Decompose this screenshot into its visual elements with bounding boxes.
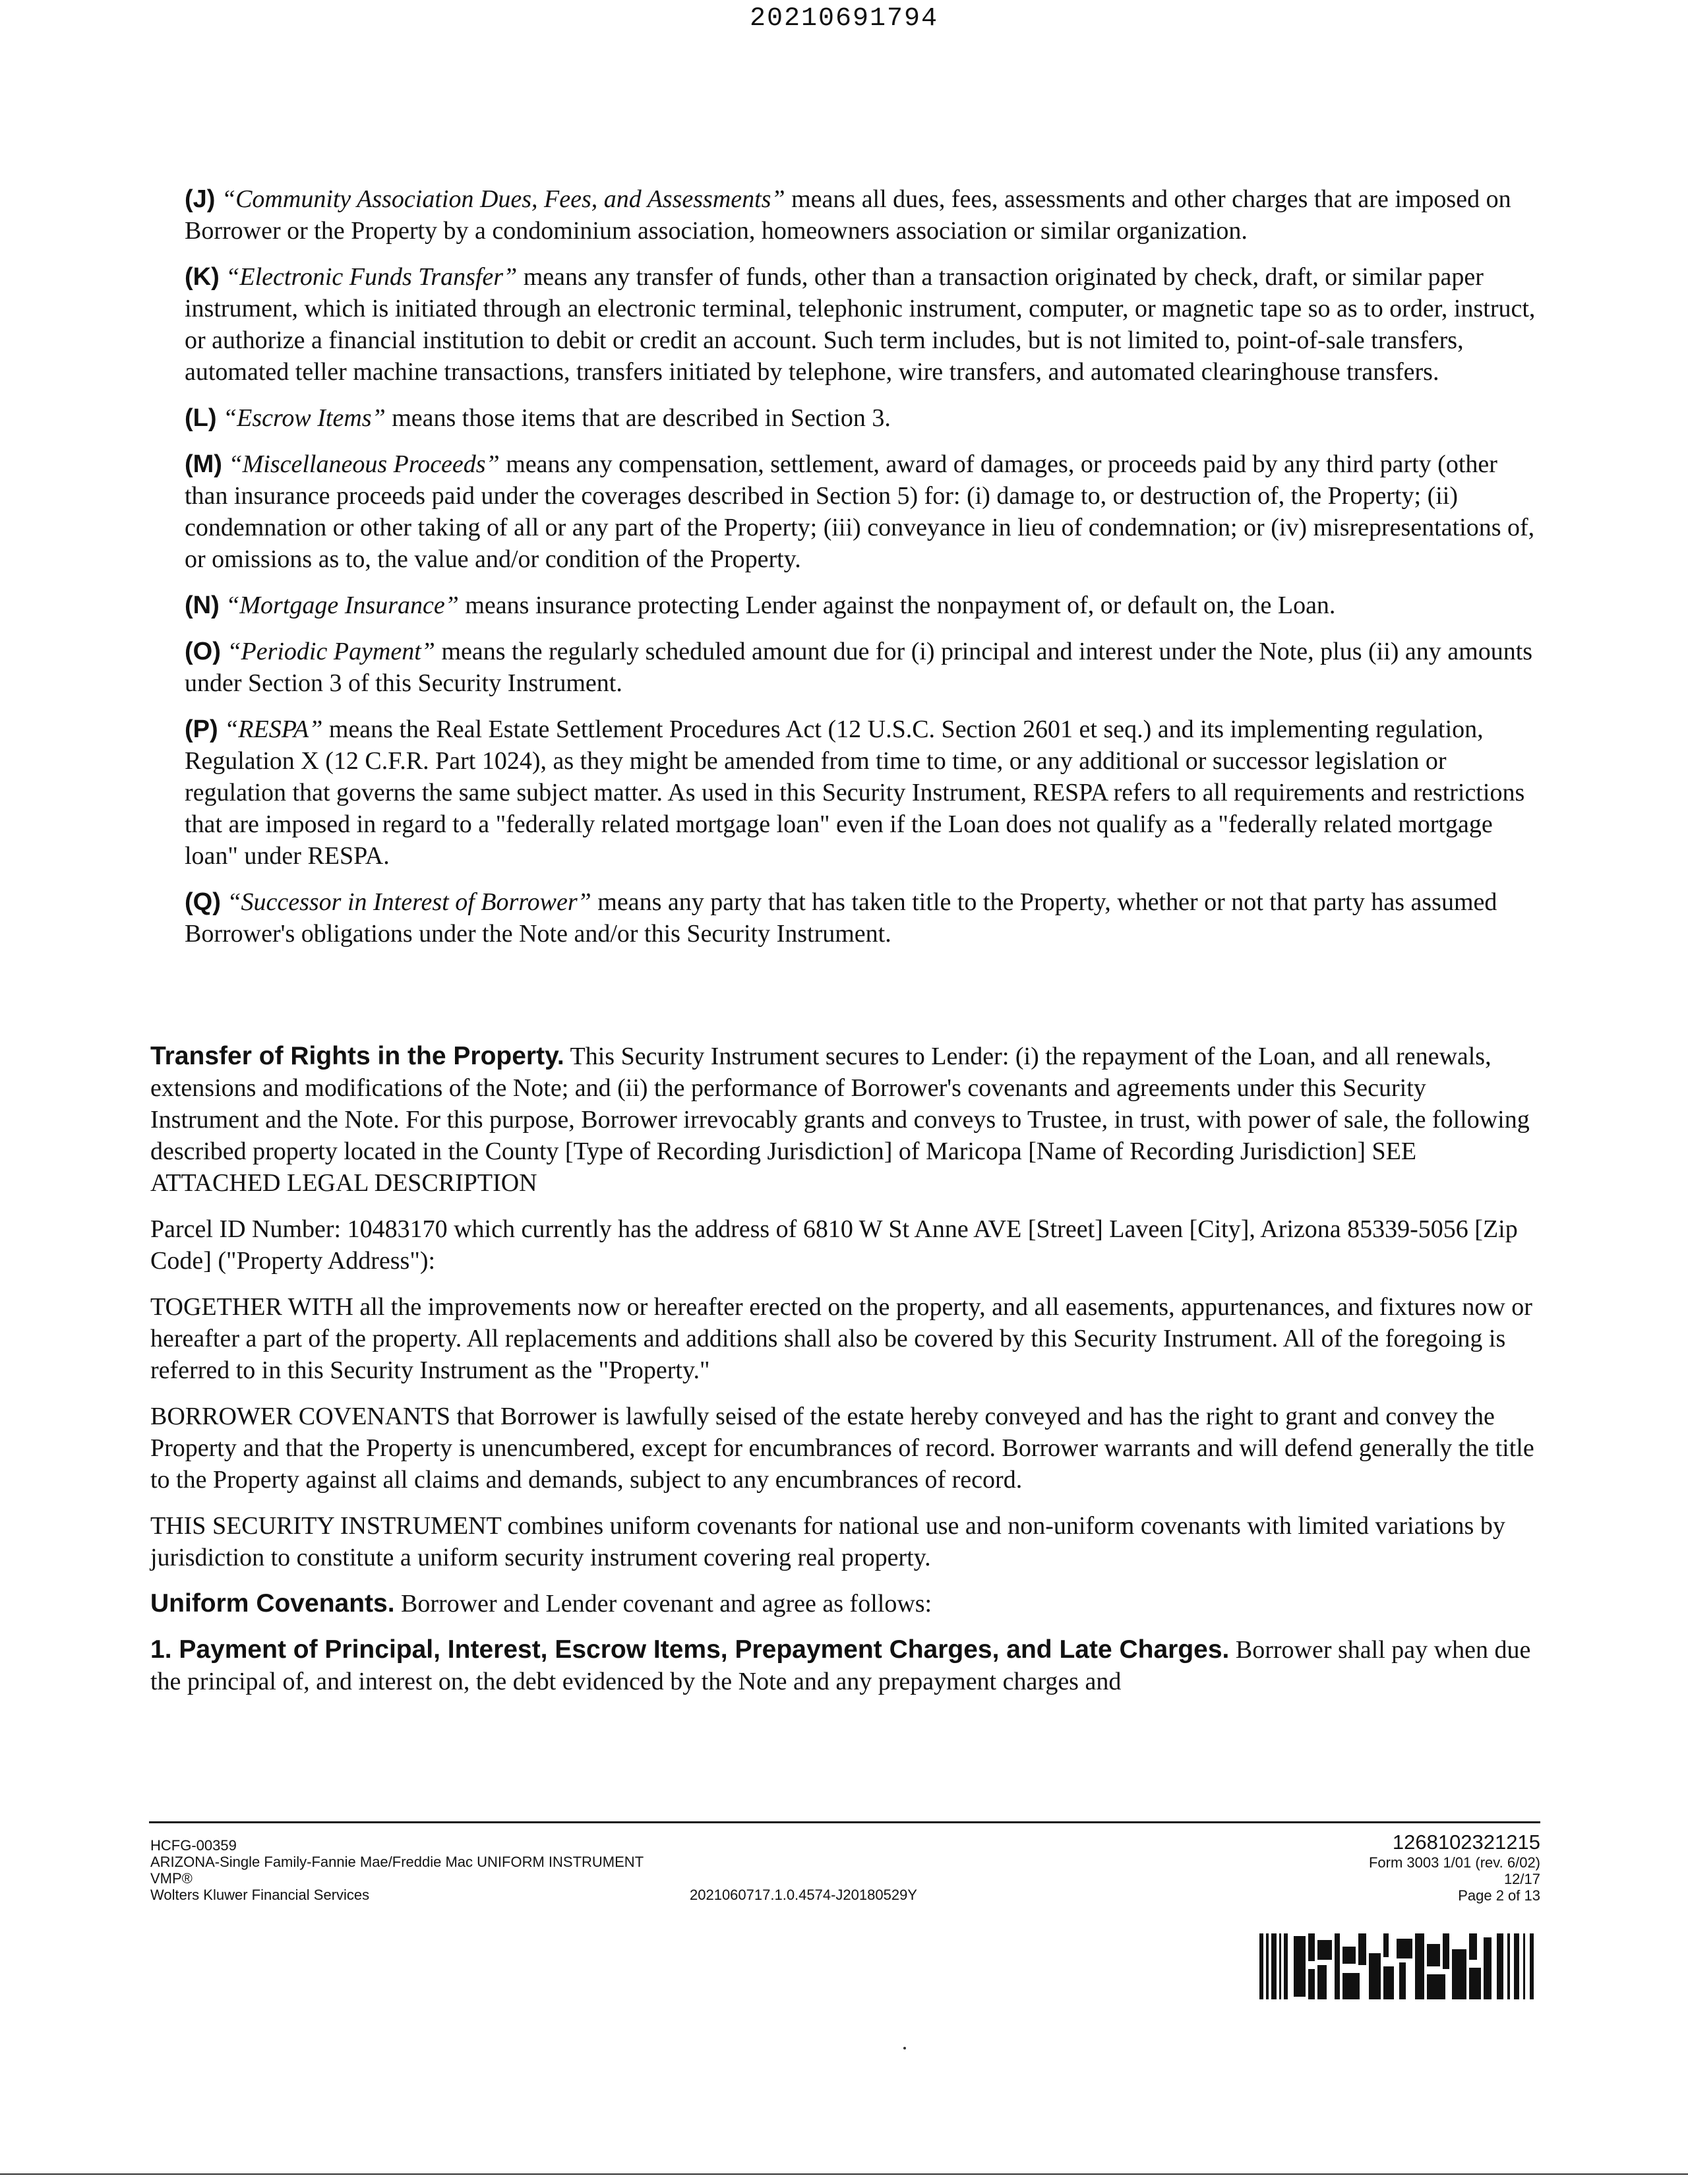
form-date: 12/17 bbox=[1503, 1871, 1540, 1887]
definition-text: means any party that has taken title to the Property, whether or not that party has assumed Borrower's obligations under the Note and/or this Security Instrument. bbox=[185, 888, 1497, 948]
definitions-list bbox=[185, 183, 1536, 964]
document-number: 20210691794 bbox=[749, 4, 939, 34]
section-1-paragraph bbox=[150, 1634, 1535, 1697]
footer-left bbox=[150, 1837, 644, 1903]
uniform-covenants-paragraph bbox=[150, 1588, 1535, 1620]
definition-term: “Successor in Interest of Borrower” bbox=[227, 888, 591, 916]
speck-mark bbox=[903, 2047, 906, 2049]
definition-text: means the regularly scheduled amount due for (i) principal and interest under the Note, plus (ii) any amounts under Section 3 of this Security Instrument. bbox=[185, 638, 1533, 697]
definition-j bbox=[185, 183, 1536, 247]
transfer-text: This Security Instrument secures to Lender: (i) the repayment of the Loan, and all renewals, extensions and modifications of the Note; and (ii) the performance of Borrower's covenants and agreements under this Security Instrument and the Note. For this purpose, Borrower irrevocably grants and conveys to Trustee, in trust, with power of sale, the following described property located in the County [Type of Recording Jurisdiction] of Maricopa [Name of Recording Jurisdiction] SEE ATTACHED LEGAL DESCRIPTION bbox=[150, 1043, 1530, 1197]
definition-k bbox=[185, 261, 1536, 388]
footer-center-code: 2021060717.1.0.4574-J20180529Y bbox=[690, 1887, 917, 1903]
definition-o bbox=[185, 636, 1536, 699]
parcel-paragraph: Parcel ID Number: 10483170 which currently has the address of 6810 W St Anne AVE [Street] Laveen [City], Arizona 85339-5056 [Zip Code] ("Property Address"): bbox=[150, 1215, 1518, 1275]
definition-label: (N) bbox=[185, 592, 220, 619]
definition-term: “Mortgage Insurance” bbox=[226, 592, 459, 619]
definition-n bbox=[185, 590, 1536, 621]
section-1-heading: 1. Payment of Principal, Interest, Escrow Items, Prepayment Charges, and Late Charges. bbox=[150, 1635, 1230, 1664]
section-1-text: Borrower shall pay when due the principal of, and interest on, the debt evidenced by the Note and any prepayment charges and bbox=[150, 1636, 1531, 1695]
uniform-text: Borrower and Lender covenant and agree as follows: bbox=[394, 1590, 932, 1618]
definition-p bbox=[185, 713, 1536, 872]
definition-label: (Q) bbox=[185, 888, 221, 916]
borrower-covenants-paragraph: BORROWER COVENANTS that Borrower is lawfully seised of the estate hereby conveyed and has the right to grant and convey the Property and that the Property is unencumbered, except for encumbrances of record. Borrower warrants and will defend generally the title to the Property against all claims and demands, subject to any encumbrances of record. bbox=[150, 1403, 1534, 1494]
footer-publisher: Wolters Kluwer Financial Services bbox=[150, 1887, 370, 1903]
footer-instrument-title: ARIZONA-Single Family-Fannie Mae/Freddie Mac UNIFORM INSTRUMENT bbox=[150, 1854, 644, 1870]
definition-text: means all dues, fees, assessments and other charges that are imposed on Borrower or the Property by a condominium association, homeowners association or similar organization. bbox=[185, 185, 1511, 245]
transfer-heading: Transfer of Rights in the Property. bbox=[150, 1042, 564, 1070]
footer-right bbox=[1369, 1831, 1540, 1904]
together-paragraph: TOGETHER WITH all the improvements now or hereafter erected on the property, and all easements, appurtenances, and fixtures now or hereafter a part of the property. All replacements and additions shall also be covered by this Security Instrument. All of the foregoing is referred to in this Security Instrument as the "Property." bbox=[150, 1293, 1532, 1384]
definition-term: “RESPA” bbox=[224, 715, 323, 743]
barcode-image bbox=[1259, 1933, 1536, 1999]
definition-term: “Escrow Items” bbox=[223, 404, 386, 432]
definition-l bbox=[185, 402, 1536, 434]
definition-text: means those items that are described in Section 3. bbox=[385, 404, 891, 432]
definition-label: (K) bbox=[185, 263, 220, 291]
loan-number: 1268102321215 bbox=[1392, 1831, 1540, 1854]
transfer-paragraph bbox=[150, 1041, 1535, 1199]
definition-label: (M) bbox=[185, 450, 222, 478]
definition-term: “Miscellaneous Proceeds” bbox=[228, 450, 500, 478]
definition-text: means any compensation, settlement, award of damages, or proceeds paid by any third party (other than insurance proceeds paid under the coverages described in Section 5) for: (i) damage to, or destruction of, the Property; (ii) condemnation or other taking of all or any part of the Property; (iii) conveyance in lieu of condemnation; or (iv) misrepresentations of, or omissions as to, the value and/or condition of the Property. bbox=[185, 450, 1535, 573]
main-body bbox=[150, 1041, 1535, 1712]
footer-vmp: VMP® bbox=[150, 1870, 193, 1887]
definition-q bbox=[185, 886, 1536, 950]
definition-m bbox=[185, 448, 1536, 575]
form-number: Form 3003 1/01 (rev. 6/02) bbox=[1368, 1854, 1540, 1871]
bottom-scan-edge bbox=[0, 2173, 1688, 2175]
definition-label: (J) bbox=[185, 185, 216, 213]
definition-term: “Periodic Payment” bbox=[227, 638, 435, 665]
definition-label: (P) bbox=[185, 715, 218, 743]
definition-text: means the Real Estate Settlement Procedures Act (12 U.S.C. Section 2601 et seq.) and its implementing regulation, Regulation X (12 C.F.R. Part 1024), as they might be amended from time to time, or any additional or successor legislation or regulation that governs the same subject matter. As used in this Security Instrument, RESPA refers to all requirements and restrictions that are imposed in regard to a "federally related mortgage loan" even if the Loan does not qualify as a "federally related mortgage loan" under RESPA. bbox=[185, 715, 1525, 870]
uniform-heading: Uniform Covenants. bbox=[150, 1589, 395, 1618]
definition-text: means any transfer of funds, other than a transaction originated by check, draft, or similar paper instrument, which is initiated through an electronic terminal, telephonic instrument, computer, or magnetic tape so as to order, instruct, or authorize a financial institution to debit or credit an account. Such term includes, but is not limited to, point-of-sale transfers, automated teller machine transactions, transfers initiated by telephone, wire transfers, and automated clearinghouse transfers. bbox=[185, 263, 1536, 386]
definition-label: (O) bbox=[185, 638, 221, 665]
definition-text: means insurance protecting Lender against the nonpayment of, or default on, the Loan. bbox=[458, 592, 1336, 619]
footer-divider bbox=[149, 1821, 1540, 1823]
definition-term: “Electronic Funds Transfer” bbox=[226, 263, 518, 291]
definition-label: (L) bbox=[185, 404, 217, 432]
this-instrument-paragraph: THIS SECURITY INSTRUMENT combines uniform covenants for national use and non-uniform covenants with limited variations by jurisdiction to constitute a uniform security instrument covering real property. bbox=[150, 1512, 1505, 1571]
definition-term: “Community Association Dues, Fees, and Assessments” bbox=[221, 185, 785, 213]
footer-form-code: HCFG-00359 bbox=[150, 1837, 237, 1854]
page-number: Page 2 of 13 bbox=[1458, 1887, 1540, 1904]
